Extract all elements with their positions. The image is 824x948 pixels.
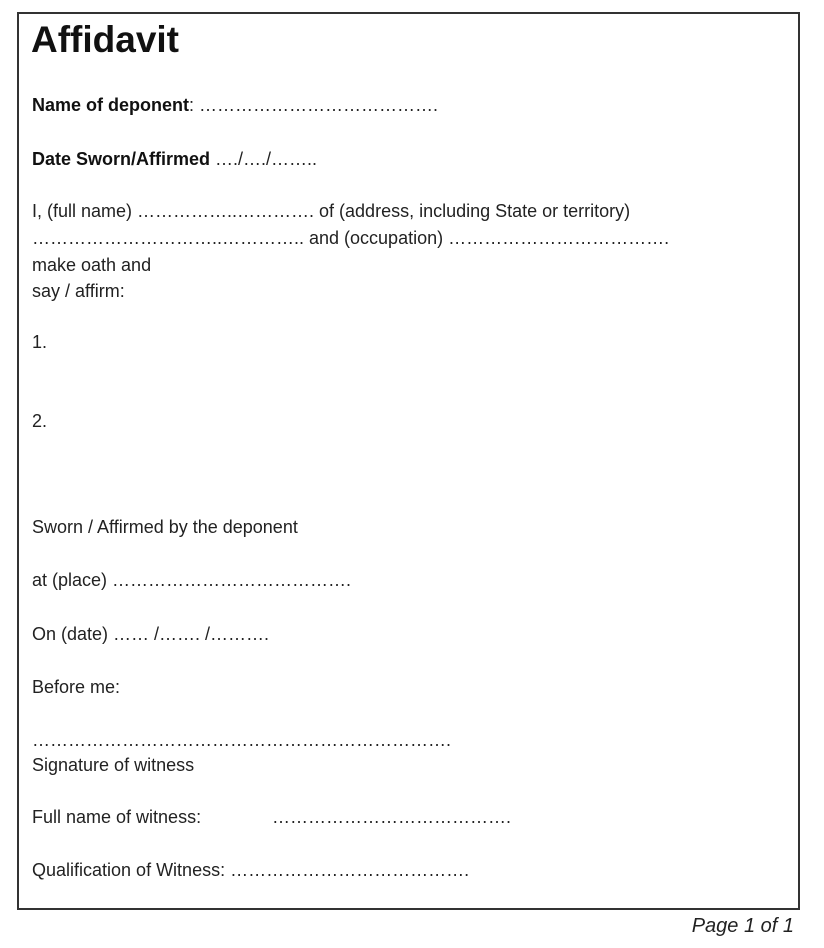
intro-line-2: …………………………..………….. and (occupation) ………………………………. (32, 228, 670, 248)
intro-line-4: say / affirm: (32, 281, 125, 301)
deponent-name-blank: : …………………………………. (189, 95, 439, 115)
intro-line-3: make oath and (32, 255, 152, 275)
date-sworn-line (32, 148, 317, 170)
witness-name-label: Full name of witness: (32, 807, 202, 827)
deponent-name-line (32, 94, 438, 116)
item-2: 2. (32, 411, 48, 431)
witness-name-blank: …………………………………. (272, 807, 512, 827)
qualification-line: Qualification of Witness: …………………………………. (32, 860, 470, 880)
date-sworn-blank: …./…./…….. (210, 149, 318, 169)
page-footer: Page 1 of 1 (691, 915, 794, 937)
date-line: On (date) …… /……. /………. (32, 624, 270, 644)
signature-label: Signature of witness (32, 755, 195, 775)
before-me-line: Before me: (32, 677, 121, 697)
signature-blank: ……………………………………………………………. (32, 730, 452, 750)
deponent-name-label: Name of deponent (32, 95, 190, 115)
date-sworn-label: Date Sworn/Affirmed (32, 149, 211, 169)
item-1: 1. (32, 332, 48, 352)
place-line: at (place) …………………………………. (32, 570, 352, 590)
intro-line-1: I, (full name) ……………..…………. of (address, including State or territory) (32, 201, 631, 221)
document-title: Affidavit (31, 19, 179, 60)
sworn-by-line: Sworn / Affirmed by the deponent (32, 517, 298, 537)
